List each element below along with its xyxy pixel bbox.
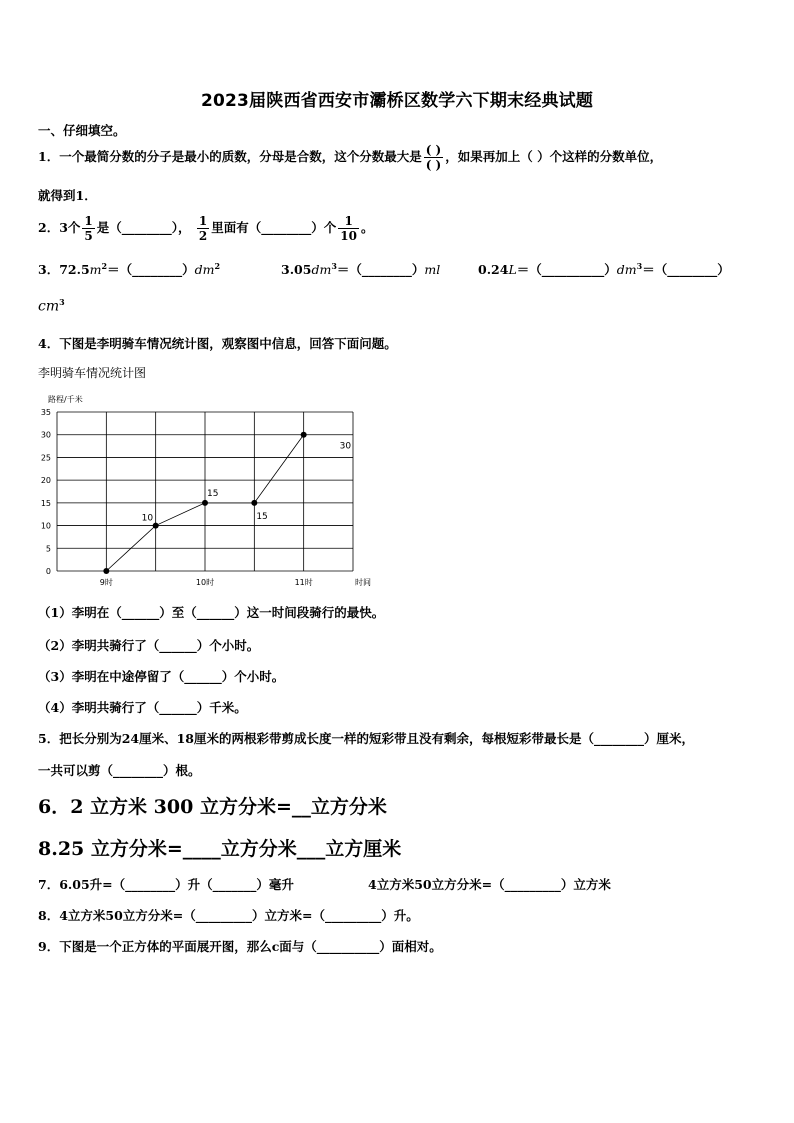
question-3c [478, 260, 730, 278]
data-label: 15 [207, 488, 219, 499]
x-tick-label: 11时 [294, 578, 313, 587]
q3-sup-3: 3 [331, 260, 337, 271]
q4-sub-4: （4）李明共骑行了（______）千米。 [38, 700, 247, 715]
q2-fraction-2 [197, 214, 209, 243]
y-tick-label: 20 [40, 476, 51, 486]
question-9: 9．下图是一个正方体的平面展开图，那么c面与（__________）面相对。 [38, 939, 442, 954]
q3-unit-5: L [508, 262, 517, 277]
q1-frac-num: ( ) [425, 143, 442, 157]
data-label: 15 [256, 511, 268, 522]
q3-unit-3: dm [311, 262, 332, 277]
data-point [153, 523, 159, 529]
question-7: 7．6.05升=（________）升（_______）毫升 [38, 877, 294, 892]
y-tick-label: 0 [45, 567, 51, 576]
q4-sub-3: （3）李明在中途停留了（______）个小时。 [38, 669, 285, 684]
q2-f1-den: 5 [84, 229, 93, 243]
q3-text-c: 3.05 [281, 262, 312, 277]
question-5: 5．把长分别为24厘米、18厘米的两根彩带剪成长度一样的短彩带且没有剩余，每根短彩带最长是（________）厘米， [38, 731, 694, 746]
y-axis-label: 路程/千米 [48, 395, 83, 404]
section-heading: 一、仔细填空。 [38, 123, 126, 138]
q2-f3-num: 1 [338, 214, 359, 229]
q1-text-b: ，如果再加上（ ）个这样的分数单位， [445, 149, 663, 164]
data-label: 10 [141, 513, 154, 524]
page-title: 2023届陕西省西安市灞桥区数学六下期末经典试题 [200, 91, 594, 111]
q3-sup-7: 3 [59, 297, 65, 307]
q2-fraction-3 [338, 214, 359, 243]
q3-text-g: ＝（________） [642, 262, 730, 277]
q3-sup-2: 2 [214, 260, 221, 271]
question-3b [281, 260, 440, 278]
x-axis-label: 时间 [355, 578, 371, 587]
data-point [251, 500, 257, 506]
x-tick-label: 9时 [99, 578, 113, 587]
data-point [301, 432, 307, 438]
question-6b: 8.25 立方分米=____立方分米___立方厘米 [38, 838, 402, 860]
q1-frac-den: ( ) [425, 158, 442, 172]
q3-sup-6: 3 [636, 260, 643, 271]
question-1 [38, 143, 662, 172]
q3-sup-1: 2 [101, 260, 108, 271]
q4-sub-2: （2）李明共骑行了（______）个小时。 [38, 638, 260, 653]
line-chart [30, 388, 390, 594]
q2-f3-den: 10 [340, 229, 357, 243]
q3-text-d: ＝（________） [336, 262, 425, 277]
data-label: 30 [339, 441, 352, 452]
y-tick-label: 35 [40, 408, 51, 417]
q3-text-a: 3．72.5 [38, 262, 90, 277]
data-point [202, 500, 208, 506]
q2-f1-num: 1 [84, 214, 93, 228]
q3-unit-2: dm [194, 262, 215, 277]
x-tick-label: 10时 [195, 578, 215, 587]
chart-caption: 李明骑车情况统计图 [38, 366, 147, 380]
q3-unit-1: m [89, 262, 102, 277]
question-3 [38, 260, 220, 278]
data-point [103, 568, 109, 574]
q3-text-f: ＝（__________） [516, 262, 617, 277]
question-2 [38, 214, 373, 243]
q2-text-a: 2．3个 [38, 220, 81, 235]
question-4: 4．下图是李明骑车情况统计图，观察图中信息，回答下面问题。 [38, 336, 397, 351]
q3-text-e: 0.24 [478, 262, 509, 277]
q2-fraction-1 [82, 214, 94, 243]
q2-f2-den: 2 [198, 229, 208, 243]
question-6: 6．2 立方米 300 立方分米=__立方分米 [38, 796, 387, 818]
y-tick-label: 15 [40, 498, 51, 508]
chart-grid [57, 412, 353, 571]
q2-text-c: 里面有（________）个 [211, 220, 337, 235]
q1-fraction [424, 143, 444, 172]
chart-labels [41, 394, 371, 587]
question-3d [38, 297, 65, 315]
q3-unit-4: ml [424, 262, 441, 277]
q1-text-c: 就得到1． [38, 188, 97, 203]
q4-sub-1: （1）李明在（______）至（______）这一时间段骑行的最快。 [38, 605, 385, 620]
q2-text-d: 。 [360, 220, 374, 235]
q2-f2-num: 1 [198, 214, 208, 228]
q2-text-b: 是（________）， [96, 220, 191, 235]
q3-unit-7: cm [38, 298, 60, 315]
question-7b: 4立方米50立方分米=（_________）立方米 [368, 877, 611, 892]
q1-text-a: 1．一个最简分数的分子是最小的质数，分母是合数，这个分数最大是 [38, 149, 422, 164]
question-5b: 一共可以剪（________）根。 [38, 763, 201, 778]
y-tick-label: 10 [40, 521, 51, 531]
question-8: 8．4立方米50立方分米=（_________）立方米=（_________）升。 [38, 908, 419, 923]
q3-text-b: ＝（________） [107, 262, 195, 277]
q3-unit-6: dm [616, 262, 637, 277]
y-tick-label: 5 [45, 544, 51, 554]
y-tick-label: 25 [40, 453, 51, 463]
y-tick-label: 30 [40, 430, 51, 440]
